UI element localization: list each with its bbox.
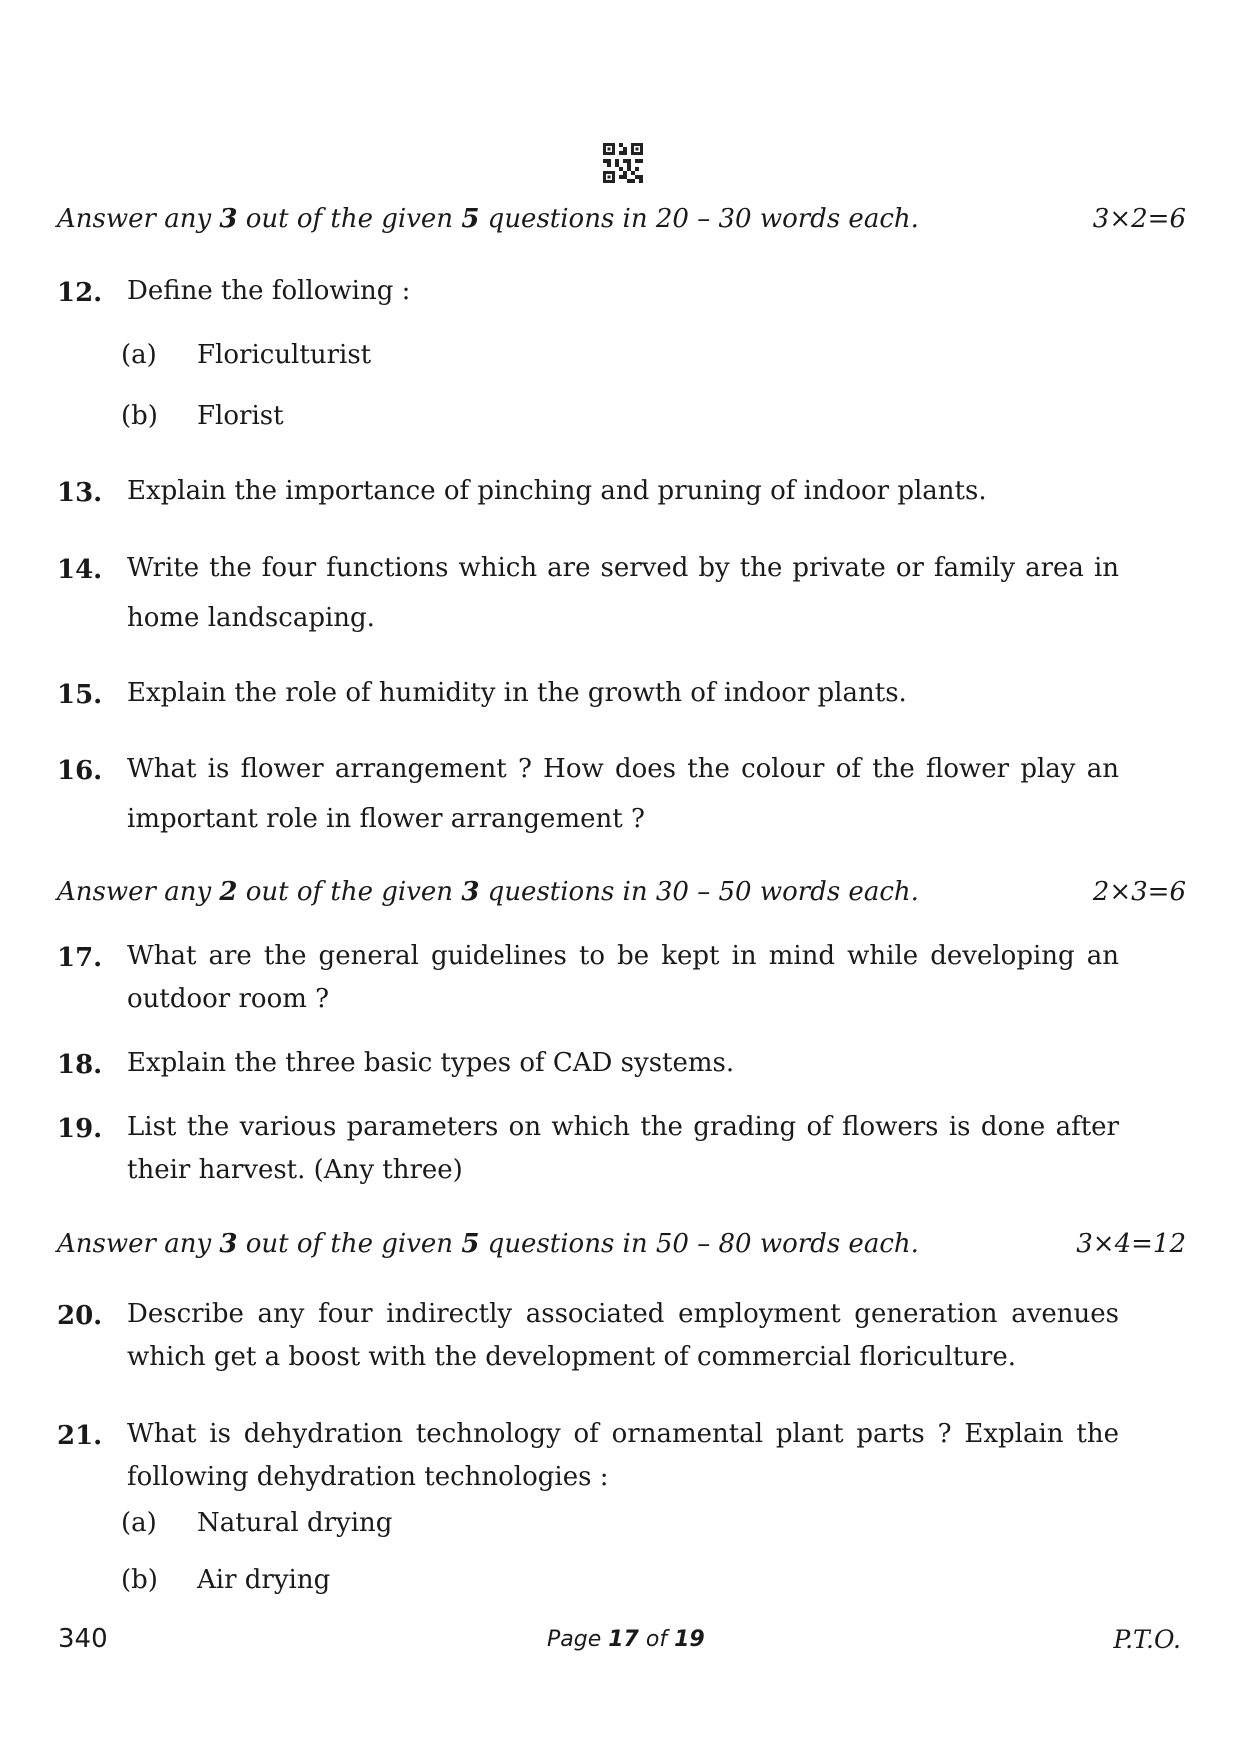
question-number: 19.	[57, 1114, 103, 1144]
question-text: Write the four functions which are served by the private or family area in home landscaping.	[127, 553, 1119, 633]
question-text: Explain the three basic types of CAD systems.	[127, 1048, 735, 1078]
question-number: 21.	[57, 1421, 103, 1451]
sub-item-text: Floriculturist	[197, 340, 372, 370]
question-text: Explain the importance of pinching and pruning of indoor plants.	[127, 476, 987, 506]
question-text: What are the general guidelines to be kept in mind while developing an outdoor room ?	[127, 941, 1119, 1014]
section-marks: 3×2=6	[1092, 204, 1186, 234]
question-text: Explain the role of humidity in the growth of indoor plants.	[127, 678, 907, 708]
sub-item-text: Natural drying	[197, 1508, 393, 1538]
question-number: 12.	[57, 278, 103, 308]
sub-item-text: Air drying	[197, 1565, 331, 1595]
question-number: 20.	[57, 1301, 103, 1331]
section-instruction: Answer any 3 out of the given 5 questions in 20 – 30 words each.	[57, 204, 919, 234]
page-indicator: Page 17 of 19	[547, 1627, 705, 1652]
sub-item-label: (a)	[121, 340, 157, 370]
section-instruction: Answer any 3 out of the given 5 questions in 50 – 80 words each.	[57, 1229, 919, 1259]
sub-item-label: (a)	[121, 1508, 157, 1538]
question-number: 16.	[57, 756, 103, 786]
question-number: 15.	[57, 680, 103, 710]
question-number: 13.	[57, 478, 103, 508]
section-marks: 3×4=12	[1076, 1229, 1186, 1259]
section-instruction: Answer any 2 out of the given 3 questions in 30 – 50 words each.	[57, 877, 919, 907]
question-text: List the various parameters on which the grading of flowers is done after their harvest. (Any three)	[127, 1112, 1119, 1185]
question-text: What is flower arrangement ? How does the colour of the flower play an important role in flower arrangement ?	[127, 754, 1119, 834]
sub-item-label: (b)	[121, 401, 158, 431]
paper-code: 340	[58, 1624, 108, 1654]
question-text: What is dehydration technology of ornamental plant parts ? Explain the following dehydration technologies :	[127, 1419, 1119, 1492]
qr-code-icon	[603, 143, 643, 183]
section-marks: 2×3=6	[1092, 877, 1186, 907]
question-text: Describe any four indirectly associated employment generation avenues which get a boost with the development of commercial floriculture.	[127, 1299, 1119, 1372]
question-text: Define the following :	[127, 276, 411, 306]
question-number: 17.	[57, 943, 103, 973]
sub-item-text: Florist	[197, 401, 284, 431]
question-number: 18.	[57, 1050, 103, 1080]
question-number: 14.	[57, 555, 103, 585]
sub-item-label: (b)	[121, 1565, 158, 1595]
pto-label: P.T.O.	[1113, 1625, 1181, 1654]
